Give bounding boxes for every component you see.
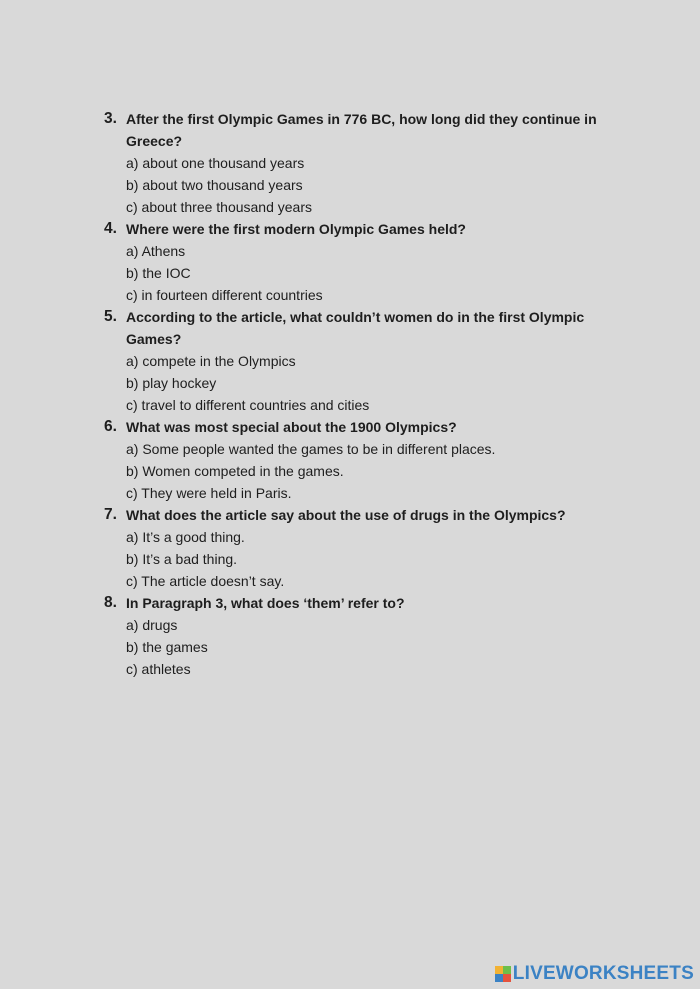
question-8 bbox=[104, 592, 624, 680]
question-number: 4. bbox=[104, 220, 117, 237]
logo-cell bbox=[495, 966, 503, 974]
option-b[interactable]: b) Women competed in the games. bbox=[126, 463, 344, 479]
option-a[interactable]: a) about one thousand years bbox=[126, 155, 305, 171]
option-b[interactable]: b) the games bbox=[126, 639, 208, 655]
option-a[interactable]: a) It’s a good thing. bbox=[126, 529, 245, 545]
option-list bbox=[104, 526, 624, 592]
option-list bbox=[104, 152, 624, 218]
question-number: 8. bbox=[104, 594, 117, 611]
option-list bbox=[104, 614, 624, 680]
question-header bbox=[104, 416, 624, 438]
option-list bbox=[104, 240, 624, 306]
question-text: In Paragraph 3, what does ‘them’ refer to? bbox=[126, 595, 405, 611]
liveworksheets-brand[interactable] bbox=[495, 963, 694, 985]
option-a[interactable]: a) drugs bbox=[126, 617, 178, 633]
question-header bbox=[104, 218, 624, 240]
question-header bbox=[104, 108, 624, 152]
option-b[interactable]: b) about two thousand years bbox=[126, 177, 303, 193]
question-text: After the first Olympic Games in 776 BC, how long did they continue in Greece? bbox=[126, 111, 597, 149]
question-number: 3. bbox=[104, 110, 117, 127]
logo-cell bbox=[503, 974, 511, 982]
option-a[interactable]: a) compete in the Olympics bbox=[126, 353, 296, 369]
option-a[interactable]: a) Some people wanted the games to be in different places. bbox=[126, 441, 496, 457]
question-list bbox=[104, 108, 624, 680]
question-number: 5. bbox=[104, 308, 117, 325]
logo-cell bbox=[495, 974, 503, 982]
question-7 bbox=[104, 504, 624, 592]
brand-wordmark: LIVEWORKSHEETS bbox=[512, 963, 694, 984]
option-c[interactable]: c) The article doesn’t say. bbox=[126, 573, 285, 589]
liveworksheets-logo-icon bbox=[495, 966, 511, 982]
question-number: 7. bbox=[104, 506, 117, 523]
question-4 bbox=[104, 218, 624, 306]
question-header bbox=[104, 504, 624, 526]
option-c[interactable]: c) travel to different countries and cities bbox=[126, 397, 370, 413]
option-a[interactable]: a) Athens bbox=[126, 243, 186, 259]
question-header bbox=[104, 592, 624, 614]
option-c[interactable]: c) about three thousand years bbox=[126, 199, 313, 215]
option-c[interactable]: c) They were held in Paris. bbox=[126, 485, 292, 501]
option-c[interactable]: c) in fourteen different countries bbox=[126, 287, 323, 303]
question-text: What was most special about the 1900 Olympics? bbox=[126, 419, 457, 435]
question-header bbox=[104, 306, 624, 350]
option-b[interactable]: b) play hockey bbox=[126, 375, 217, 391]
option-list bbox=[104, 438, 624, 504]
question-3 bbox=[104, 108, 624, 218]
option-b[interactable]: b) It’s a bad thing. bbox=[126, 551, 238, 567]
question-number: 6. bbox=[104, 418, 117, 435]
question-text: According to the article, what couldn’t women do in the first Olympic Games? bbox=[126, 309, 585, 347]
option-c[interactable]: c) athletes bbox=[126, 661, 191, 677]
question-text: What does the article say about the use of drugs in the Olympics? bbox=[126, 507, 566, 523]
question-text: Where were the first modern Olympic Games held? bbox=[126, 221, 466, 237]
option-list bbox=[104, 350, 624, 416]
question-5 bbox=[104, 306, 624, 416]
option-b[interactable]: b) the IOC bbox=[126, 265, 191, 281]
question-6 bbox=[104, 416, 624, 504]
logo-cell bbox=[503, 966, 511, 974]
